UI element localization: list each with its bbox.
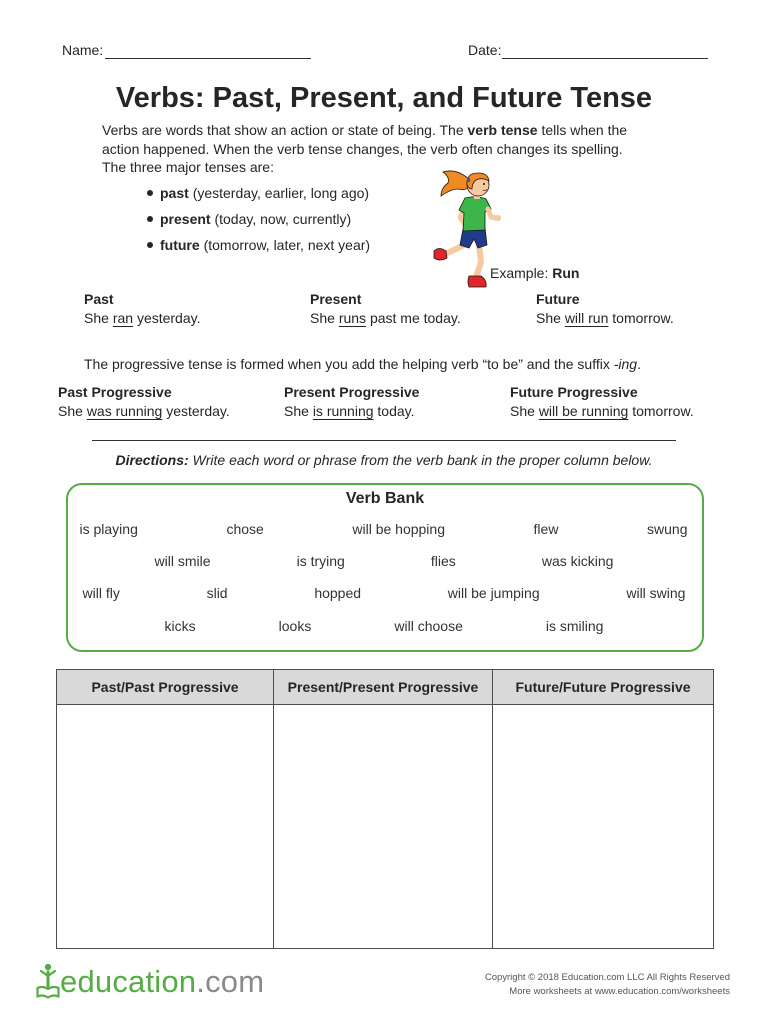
answer-cell-future [493,705,713,948]
intro-paragraph [102,121,627,177]
verb-bank-word: will swing [626,584,686,601]
column-header-past: Past/Past Progressive [57,670,274,705]
name-label: Name: [62,42,104,58]
directions-label: Directions: [115,452,189,468]
verb-bank-word: chose [226,520,264,537]
intro-text: Verbs are words that show an action or state of being. The [102,122,464,138]
sorting-table [56,669,714,949]
past-tense-example [84,290,200,328]
section-divider [92,440,676,441]
progressive-note-text: The progressive tense is formed when you add the helping verb “to be” and the suffix [84,356,610,372]
front-shoe [468,276,486,287]
shirt [459,197,491,231]
future-progressive-example [510,383,694,421]
suffix-ing: -ing [613,356,638,372]
tense-list [147,180,370,258]
underlined-verb: will run [564,310,609,326]
intro-line-1 [102,121,627,140]
sentence-rest: today. [377,403,415,419]
underlined-verb: will be running [538,403,629,419]
example-verb: Run [552,265,580,281]
underlined-verb: is running [312,403,374,419]
intro-line-2: action happened. When the verb tense changes, the verb often changes its spelling. [102,140,623,157]
sentence-subject: She [310,310,335,326]
answer-cell-present [274,705,493,948]
tense-heading: Past [84,291,114,307]
bullet-dot [147,242,153,248]
verb-bank-word: will smile [154,552,211,569]
directions [0,451,768,469]
verb-bank-word: kicks [164,617,196,634]
sentence-subject: She [284,403,309,419]
example-sentence [536,309,674,328]
verb-bank-word: will be jumping [447,584,540,601]
intro-text: tells when the [541,122,628,138]
progressive-note-end: . [637,356,641,372]
verb-tense-term: verb tense [467,122,538,138]
date-label: Date: [468,42,502,58]
front-arm [488,209,501,221]
example-text: Example: [490,265,549,281]
sentence-rest: yesterday. [166,403,230,419]
verb-bank-word: is playing [79,520,138,537]
tense-list-item [147,180,370,206]
ponytail [441,171,469,196]
example-sentence [284,402,419,421]
example-sentence [310,309,461,328]
underlined-verb: ran [112,310,134,326]
verb-bank-word: was kicking [541,552,614,569]
verb-bank-word: slid [206,584,228,601]
front-leg [476,245,481,277]
progressive-note [84,355,641,373]
verb-bank-row [83,584,686,602]
column-header-future: Future/Future Progressive [493,670,713,705]
name-blank-line [105,58,311,59]
tense-heading: Past Progressive [58,384,172,400]
verb-bank-word: hopped [314,584,362,601]
example-sentence [510,402,694,421]
tense-description: (today, now, currently) [214,211,352,227]
tense-description: (tomorrow, later, next year) [203,237,371,253]
verb-bank-word: swung [647,520,688,537]
verb-bank-word: will choose [394,617,463,634]
verb-bank-word: flies [430,552,456,569]
tense-heading: Future Progressive [510,384,638,400]
date-blank-line [502,58,708,59]
tense-term: present [160,211,211,227]
tense-heading: Future [536,291,580,307]
tense-list-item [147,206,370,232]
sentence-rest: tomorrow. [612,310,674,326]
copyright-notice [485,971,730,999]
sentence-subject: She [84,310,109,326]
verb-bank-word: is smiling [545,617,604,634]
logo-suffix: .com [196,964,265,999]
copyright-line: Copyright © 2018 Education.com LLC All Rights Reserved [484,972,730,983]
sentence-subject: She [536,310,561,326]
answer-cell-past [57,705,274,948]
verb-bank [66,483,704,652]
directions-text: Write each word or phrase from the verb bank in the proper column below. [192,452,653,468]
education-logo [60,964,264,1000]
present-progressive-example [284,383,419,421]
sentence-rest: yesterday. [136,310,201,326]
future-tense-example [536,290,674,328]
sentence-subject: She [58,403,83,419]
verb-bank-word: is trying [296,552,345,569]
present-tense-example [310,290,461,328]
tense-term: future [160,237,200,253]
tense-heading: Present Progressive [284,384,420,400]
page-title: Verbs: Past, Present, and Future Tense [115,82,653,114]
example-sentence [84,309,200,328]
verb-bank-title: Verb Bank [345,490,425,507]
example-label [490,264,579,282]
example-sentence [58,402,230,421]
tense-list-item [147,232,370,258]
verb-bank-row [155,552,614,570]
verb-bank-word: will be hopping [352,520,445,537]
underlined-verb: runs [338,310,367,326]
sentence-rest: past me today. [369,310,461,326]
logo-wordmark: education [60,964,197,999]
sentence-subject: She [510,403,535,419]
verb-bank-word: flew [533,520,559,537]
tense-term: past [160,185,189,201]
column-header-present: Present/Present Progressive [274,670,493,705]
past-progressive-example [58,383,230,421]
bullet-dot [147,216,153,222]
verb-bank-word: will fly [82,584,120,601]
bullet-dot [147,190,153,196]
more-worksheets-line: More worksheets at www.education.com/worksheets [509,986,730,997]
sentence-rest: tomorrow. [632,403,694,419]
tense-description: (yesterday, earlier, long ago) [192,185,370,201]
back-shoe [434,249,447,261]
verb-bank-row [165,617,604,635]
verb-bank-word: looks [278,617,312,634]
intro-line-3: The three major tenses are: [102,159,274,175]
education-logo-icon [36,961,60,999]
verb-bank-row [80,520,688,538]
tense-heading: Present [310,291,362,307]
underlined-verb: was running [86,403,163,419]
